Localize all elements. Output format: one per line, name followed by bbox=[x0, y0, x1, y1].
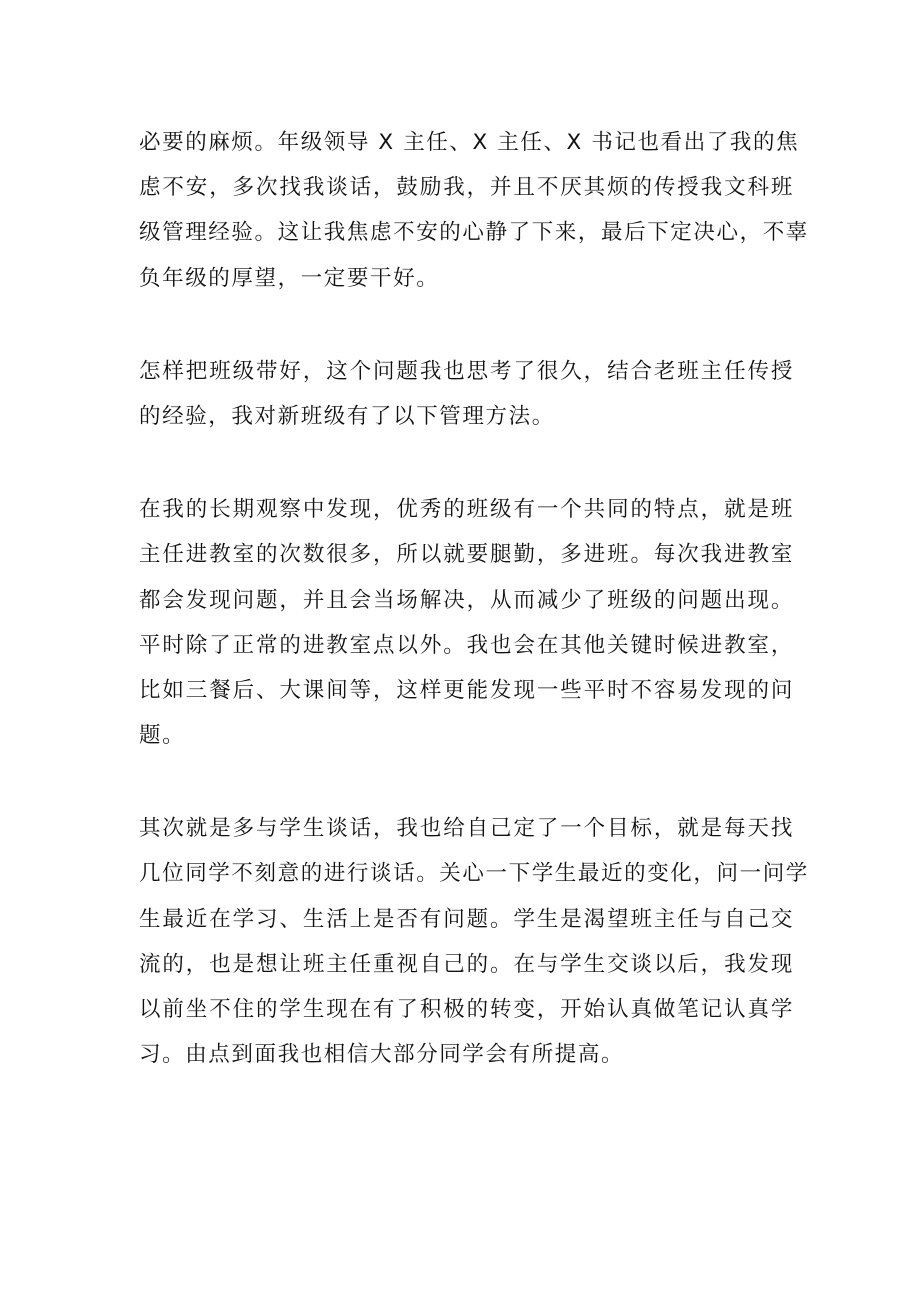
text-line: 虑不安，多次找我谈话，鼓励我，并且不厌其烦的传授我文科班 bbox=[139, 175, 794, 201]
text-line: 以前坐不住的学生现在有了积极的转变，开始认真做笔记认真学 bbox=[139, 997, 794, 1022]
text-line: 几位同学不刻意的进行谈话。关心一下学生最近的变化，问一问学 bbox=[139, 861, 809, 887]
text-line: 题。 bbox=[139, 723, 186, 749]
text-line: 都会发现问题，并且会当场解决，从而减少了班级的问题出现。 bbox=[139, 587, 794, 613]
text-line: 平时除了正常的进教室点以外。我也会在其他关键时候进教室， bbox=[139, 632, 794, 658]
text-line: 必要的麻烦。年级领导 X 主任、X 主任、X 书记也看出了我的焦 bbox=[139, 130, 800, 155]
paragraph-1 bbox=[139, 120, 809, 301]
text-line: 的经验，我对新班级有了以下管理方法。 bbox=[139, 403, 555, 429]
text-line: 主任进教室的次数很多，所以就要腿勤，多进班。每次我进教室 bbox=[139, 542, 794, 568]
document-body bbox=[139, 120, 809, 1125]
text-line: 习。由点到面我也相信大部分同学会有所提高。 bbox=[139, 1042, 625, 1068]
text-line: 比如三餐后、大课间等，这样更能发现一些平时不容易发现的问 bbox=[139, 677, 794, 703]
text-line: 流的，也是想让班主任重视自己的。在与学生交谈以后，我发现 bbox=[139, 951, 794, 977]
text-line: 生最近在学习、生活上是否有问题。学生是渴望班主任与自己交 bbox=[139, 906, 794, 932]
text-line: 怎样把班级带好，这个问题我也思考了很久，结合老班主任传授 bbox=[139, 358, 794, 384]
text-line: 在我的长期观察中发现，优秀的班级有一个共同的特点，就是班 bbox=[139, 497, 794, 523]
paragraph-4 bbox=[139, 806, 809, 1077]
text-line: 其次就是多与学生谈话，我也给自己定了一个目标，就是每天找 bbox=[139, 816, 794, 842]
text-line: 负年级的厚望，一定要干好。 bbox=[139, 265, 440, 291]
paragraph-3 bbox=[139, 487, 794, 758]
text-line: 级管理经验。这让我焦虑不安的心静了下来，最后下定决心，不辜 bbox=[139, 220, 809, 246]
paragraph-2 bbox=[139, 349, 794, 439]
